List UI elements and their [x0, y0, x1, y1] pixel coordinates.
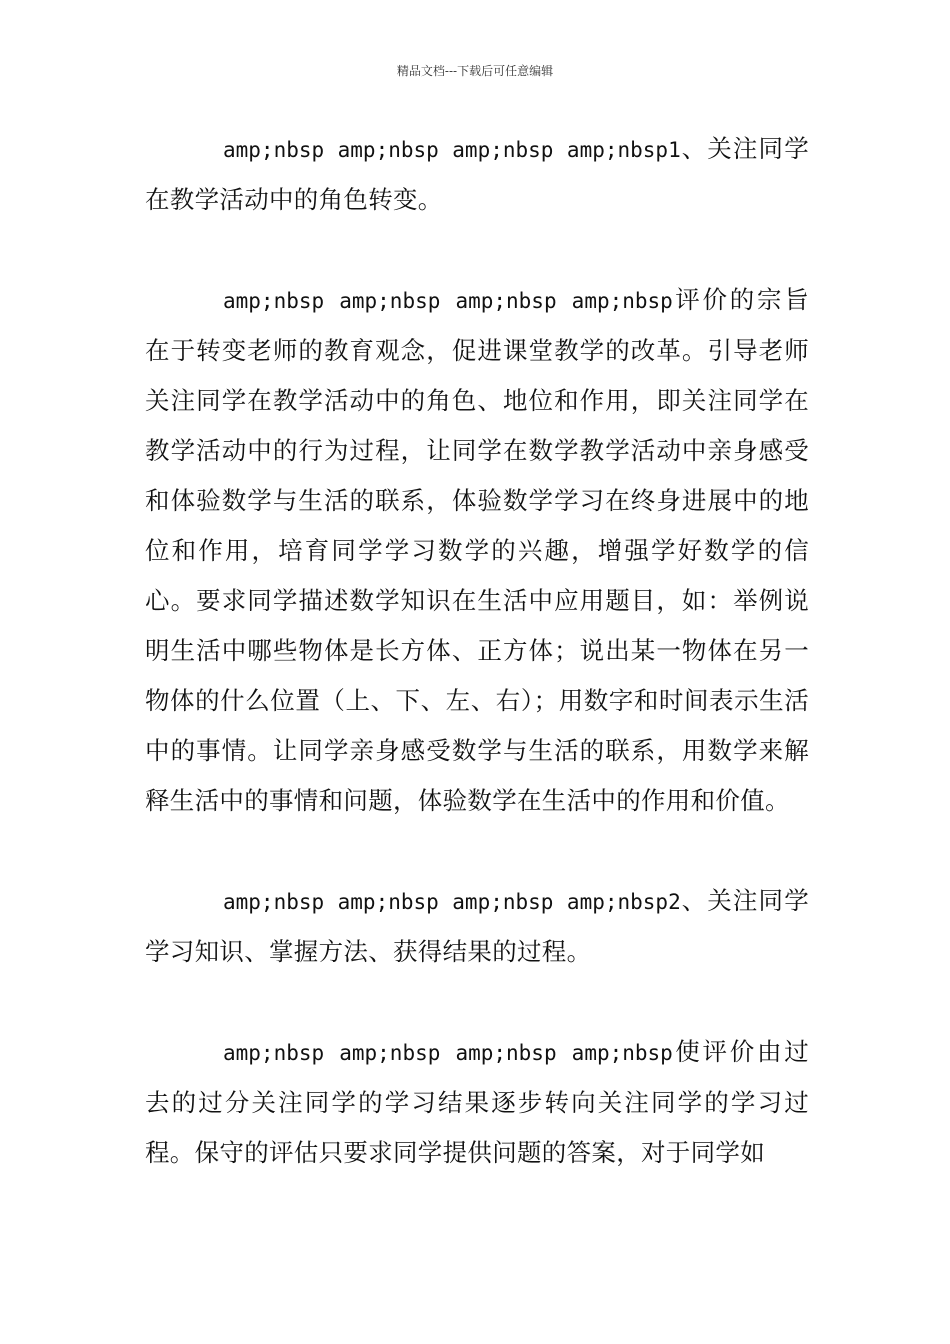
page-header: 精品文档---下载后可任意编辑: [396, 64, 554, 78]
paragraph-gap: [145, 225, 809, 275]
paragraph-2: [145, 275, 809, 826]
paragraph-text: 、关注同学学习知识、掌握方法、获得结果的过程。: [145, 886, 809, 966]
paragraph-prefix: amp;nbsp amp;nbsp amp;nbsp amp;nbsp1: [223, 138, 681, 162]
paragraph-text: 、关注同学在教学活动中的角色转变。: [145, 134, 809, 214]
paragraph-text: 使评价由过去的过分关注同学的学习结果逐步转向关注同学的学习过程。保守的评估只要求同学提供问题的答案，对于同学如: [145, 1037, 810, 1167]
paragraph-4: [145, 1027, 809, 1178]
paragraph-prefix: amp;nbsp amp;nbsp amp;nbsp amp;nbsp2: [223, 890, 681, 914]
paragraph-1: [145, 124, 809, 225]
document-body: [145, 124, 809, 1178]
paragraph-gap: [145, 977, 809, 1027]
paragraph-prefix: amp;nbsp amp;nbsp amp;nbsp amp;nbsp: [223, 289, 673, 313]
paragraph-text: 评价的宗旨在于转变老师的教育观念，促进课堂教学的改革。引导老师关注同学在教学活动中的角色、地位和作用，即关注同学在教学活动中的行为过程，让同学在数学教学活动中亲身感受和体验数学与生活的联系，体验数学学习在终身进展中的地位和作用，培育同学学习数学的兴趣，增强学好数学的信心。要求同学描述数学知识在生活中应用题目，如：举例说明生活中哪些物体是长方体、正方体；说出某一物体在另一物体的什么位置（上、下、左、右）；用数字和时间表示生活中的事情。让同学亲身感受数学与生活的联系，用数学来解释生活中的事情和问题，体验数学在生活中的作用和价值。: [145, 285, 810, 815]
paragraph-prefix: amp;nbsp amp;nbsp amp;nbsp amp;nbsp: [223, 1041, 673, 1065]
paragraph-3: [145, 876, 809, 977]
paragraph-gap: [145, 826, 809, 876]
